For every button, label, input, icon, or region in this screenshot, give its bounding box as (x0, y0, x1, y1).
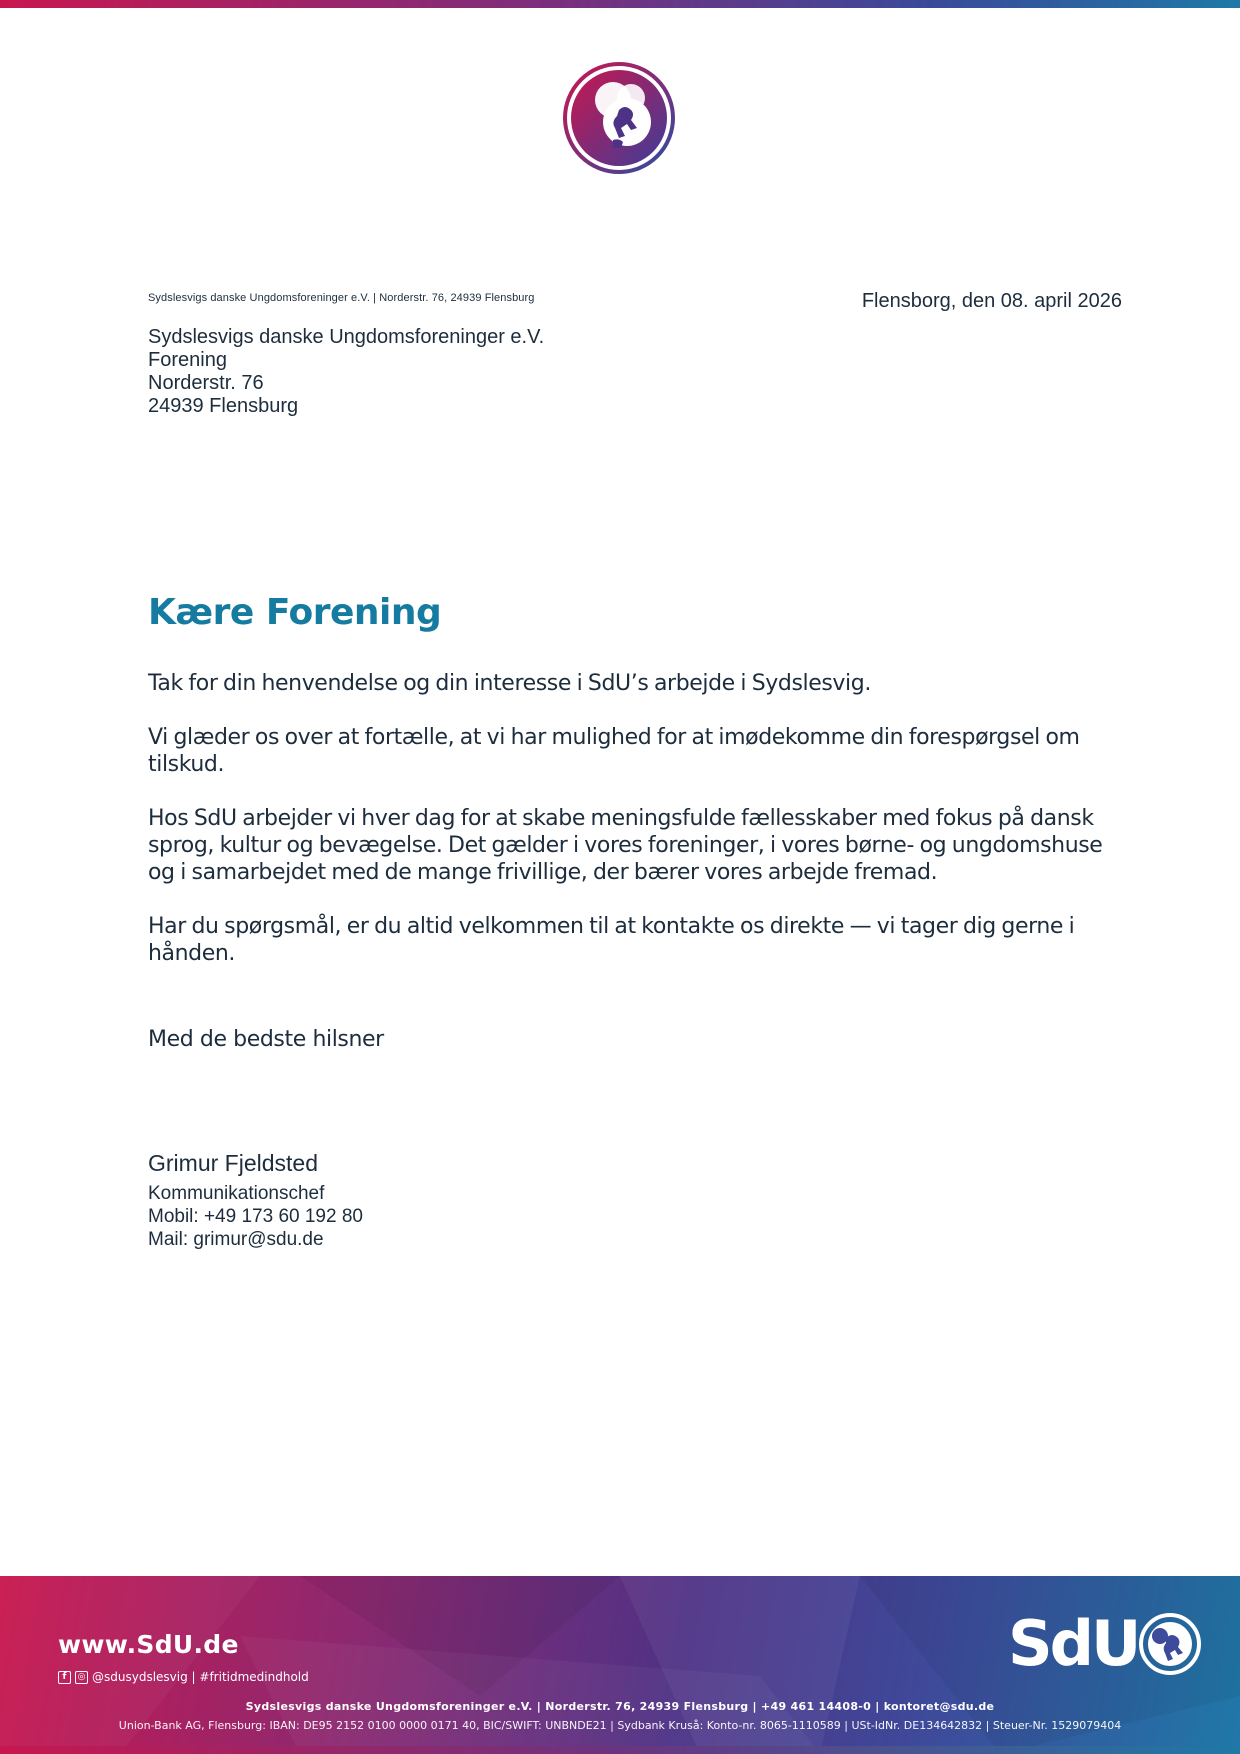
body-paragraph: Tak for din henvendelse og din interesse i SdU’s arbejde i Sydslesvig. (148, 671, 871, 696)
letter-heading: Kære Forening (148, 592, 442, 633)
social-handle: @sdusydslesvig | #fritidmedindhold (92, 1670, 309, 1684)
letter-body (148, 670, 1128, 994)
brand-emblem-icon (1138, 1612, 1202, 1676)
footer-bank-line: Union-Bank AG, Flensburg: IBAN: DE95 2152 0100 0000 0171 40, BIC/SWIFT: UNBNDE21 | Sydbank Kruså: Konto-nr. 8065-1110589 | USt-IdNr. DE134642832 | Steuer-Nr. 1529079404 (118, 1719, 1122, 1732)
closing-salutation: Med de bedste hilsner (148, 1027, 384, 1052)
footer (0, 1576, 1240, 1754)
signature-mobile: Mobil: +49 173 60 192 80 (148, 1206, 363, 1227)
footer-brand-logo (1008, 1607, 1202, 1680)
instagram-icon[interactable]: ◎ (75, 1671, 88, 1684)
signature-mail: Mail: grimur@sdu.de (148, 1229, 324, 1250)
facebook-icon[interactable]: f (58, 1671, 71, 1684)
bottom-gradient-bar (0, 1746, 1240, 1754)
recipient-address (148, 326, 544, 418)
letter-date: Flensborg, den 08. april 2026 (861, 290, 1122, 312)
body-paragraph: Vi glæder os over at fortælle, at vi har mulighed for at imødekomme din forespørgsel om tilskud. (148, 725, 1080, 777)
top-gradient-bar (0, 0, 1240, 8)
signature-title: Kommunikationschef (148, 1183, 325, 1204)
sdu-logo-emblem (563, 62, 675, 174)
footer-contact-line: Sydslesvigs danske Ungdomsforeninger e.V. | Norderstr. 76, 24939 Flensburg | +49 461 14408-0 | kontoret@sdu.de (245, 1700, 995, 1713)
body-paragraph: Har du spørgsmål, er du altid velkommen til at kontakte os direkte — vi tager dig gerne i hånden. (148, 914, 1075, 966)
body-paragraph: Hos SdU arbejder vi hver dag for at skabe meningsfulde fællesskaber med fokus på dansk sprog, kultur og bevægelse. Det gælder i vores foreninger, i vores børne- og ungdomshuse og i samarbejdet med de mange frivillige, der bærer vores arbejde fremad. (148, 806, 1103, 885)
recipient-line: Forening (148, 349, 227, 371)
sender-address-line: Sydslesvigs danske Ungdomsforeninger e.V. | Norderstr. 76, 24939 Flensburg (148, 292, 535, 304)
recipient-line: Sydslesvigs danske Ungdomsforeninger e.V. (148, 326, 545, 348)
brand-wordmark: SdU (1008, 1607, 1139, 1680)
footer-social (58, 1670, 309, 1684)
signature-details (148, 1182, 363, 1251)
recipient-line: 24939 Flensburg (148, 395, 299, 417)
footer-website-link[interactable]: www.SdU.de (58, 1630, 239, 1659)
recipient-line: Norderstr. 76 (148, 372, 264, 394)
signature-name: Grimur Fjeldsted (148, 1150, 318, 1176)
